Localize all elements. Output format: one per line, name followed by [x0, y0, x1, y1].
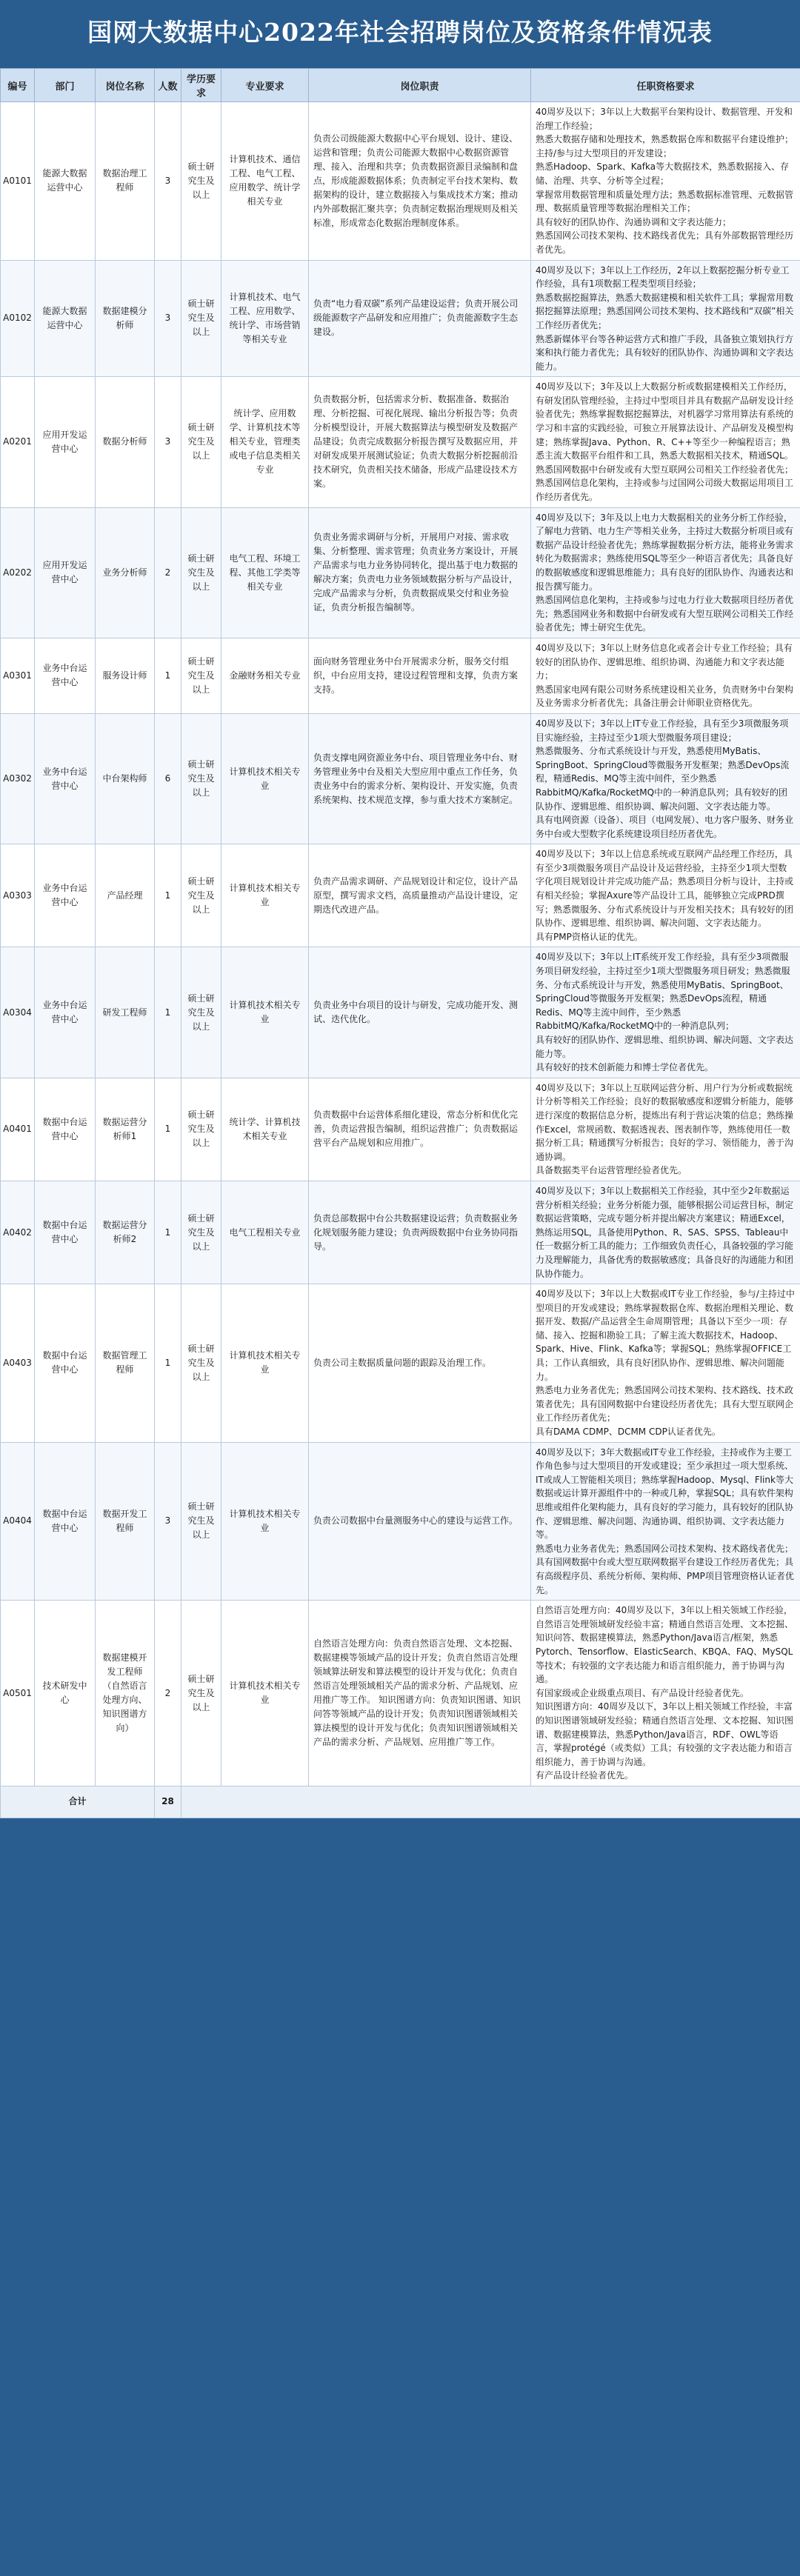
cell-duty: 负责公司主数据质量问题的跟踪及治理工作。 — [309, 1284, 531, 1443]
table-row — [1, 260, 800, 377]
cell-code: A0101 — [1, 102, 35, 261]
cell-dept: 数据中台运营中心 — [35, 1181, 96, 1284]
cell-requirements: 40周岁及以下；3年及以上电力大数据相关的业务分析工作经验，了解电力营销、电力生产等相关业务，主持过大数据分析项目或有数据产品设计经验者优先；熟练掌握数据分析方法，能将业务需求转化为数据需求；熟练使用SQL等至少一种语言者优先；具备良好的数据敏感度和逻辑思维能力；具有良好的团队协作、沟通表达和报告撰写能力。 熟悉国网信息化架构，主持或参与过电力行业大数据项目经历者优先；熟悉国网业务和数据中台研发或有大型互联网公司相关工作经验者优先；博士研究生优先。 — [531, 507, 800, 638]
table-row — [1, 947, 800, 1078]
cell-duty: 负责公司数据中台量测服务中心的建设与运营工作。 — [309, 1442, 531, 1601]
cell-requirements: 40周岁及以下；3年以上IT专业工作经验，具有至少3项微服务项目实施经验，主持过至少1项大型微服务项目建设； 熟悉微服务、分布式系统设计与开发，熟悉使用MyBatis、SpringBoot、SpringCloud等微服务开发框架；熟悉DevOps流程，精通Redis、MQ等主流中间件，至少熟悉RabbitMQ/Kafka/RocketMQ中的一种消息队列；具有较好的团队协作、逻辑思维、组织协调、解决问题、文字表达能力等。 具有电网资源（设备）、项目（电网发展）、电力客户服务、财务业务中台或大型数字化系统建设项目经历者优先。 — [531, 713, 800, 844]
cell-major: 电气工程相关专业 — [221, 1181, 309, 1284]
cell-count: 3 — [155, 1442, 181, 1601]
cell-count: 1 — [155, 1181, 181, 1284]
cell-major: 统计学、计算机技术相关专业 — [221, 1078, 309, 1181]
cell-dept: 业务中台运营中心 — [35, 844, 96, 947]
table-row — [1, 1181, 800, 1284]
table-row — [1, 507, 800, 638]
cell-requirements: 40周岁及以下；3年以上大数据或IT专业工作经验，参与/主持过中型项目的开发或建设；熟练掌握数据仓库、数据治理相关理论、数据开发、数据/产品运营全生命周期管理；具备以下至少一项：存储、接入、挖掘和勘验工具；了解主流大数据技术，Hadoop、Spark、Hive、Flink、Kafka等；掌握SQL；熟练掌握OFFICE工具；工作认真细致，具有良好团队协作、逻辑思维、解决问题能力。 熟悉电力业务者优先；熟悉国网公司技术架构、技术路线、技术政策者优先；具有国网数据中台建设经历者优先；具有大型互联网企业工作经历者优先； 具有DAMA CDMP、DCMM CDP认证者优先。 — [531, 1284, 800, 1443]
table-row — [1, 844, 800, 947]
cell-duty: 负责“电力看双碳”系列产品建设运营；负责开展公司级能源数字产品研发和应用推广；负责能源数字生态建设。 — [309, 260, 531, 377]
table-row — [1, 102, 800, 261]
cell-count: 1 — [155, 638, 181, 713]
cell-education: 硕士研究生及以上 — [181, 638, 221, 713]
cell-duty: 负责公司级能源大数据中心平台规划、设计、建设、运营和管理；负责公司能源大数据中心数据资源管理、接入、治理和共享；负责数据资源目录编制和盘点，形成能源数据体系；负责制定平台技术架构、数据架构的设计，建立数据接入与集成技术方案；推动内外部数据汇聚共享；负责制定数据治理规则及相关标准，形成常态化数据治理制度体系。 — [309, 102, 531, 261]
cell-education: 硕士研究生及以上 — [181, 1078, 221, 1181]
cell-education: 硕士研究生及以上 — [181, 947, 221, 1078]
header-position: 岗位名称 — [96, 69, 155, 102]
cell-duty: 负责产品需求调研、产品规划设计和定位，设计产品原型，撰写需求文档，高质量推动产品设计建设，定期迭代改进产品。 — [309, 844, 531, 947]
cell-dept: 技术研发中心 — [35, 1601, 96, 1786]
title-banner — [0, 0, 800, 68]
cell-dept: 数据中台运营中心 — [35, 1284, 96, 1443]
cell-count: 1 — [155, 1078, 181, 1181]
cell-dept: 能源大数据运营中心 — [35, 102, 96, 261]
cell-count: 1 — [155, 844, 181, 947]
cell-position: 数据建模开发工程师（自然语言处理方向、知识图谱方向） — [96, 1601, 155, 1786]
total-empty — [181, 1786, 800, 1818]
header-row — [1, 69, 800, 102]
cell-education: 硕士研究生及以上 — [181, 844, 221, 947]
cell-count: 6 — [155, 713, 181, 844]
header-duty: 岗位职责 — [309, 69, 531, 102]
cell-education: 硕士研究生及以上 — [181, 507, 221, 638]
cell-requirements: 40周岁及以下；3年大数据或IT专业工作经验，主持或作为主要工作角色参与过大型项目的开发或建设；至少承担过一项大型系统、IT或成人工智能相关项目；熟练掌握Hadoop、Mysql、Flink等大数据或运计算开源组件中的一种或几种，掌握SQL；具有软件架构思维或组件化架构能力，具有良好的学习能力，具有较好的团队协作、逻辑思维、解决问题、沟通协调、组织协调、文字表达能力等。 熟悉电力业务者优先；熟悉国网公司技术架构、技术路线者优先；具有国网数据中台或大型互联网数据平台建设工作经历者优先；具有高级程序员、系统分析师、架构师、PMP项目管理资格认证者优先。 — [531, 1442, 800, 1601]
cell-major: 统计学、应用数学、计算机技术等相关专业，管理类或电子信息类相关专业 — [221, 377, 309, 507]
table-row — [1, 1078, 800, 1181]
total-label: 合计 — [1, 1786, 155, 1818]
cell-position: 中台架构师 — [96, 713, 155, 844]
cell-dept: 业务中台运营中心 — [35, 638, 96, 713]
cell-requirements: 40周岁及以下；3年以上数据相关工作经验，其中至少2年数据运营分析相关经验；业务分析能力强，能够根据公司运营目标，制定数据运营策略，完成专题分析并提出解决方案建议；精通Excel，熟练运用SQL，具备使用Python、R、SAS、SPSS、Tableau中任一数据分析工具的能力；工作细致负责任心，具备较强的学习能力及理解能力，具备优秀的数据敏感度；具备良好的沟通能力和团队协作能力。 — [531, 1181, 800, 1284]
cell-position: 研发工程师 — [96, 947, 155, 1078]
cell-education: 硕士研究生及以上 — [181, 377, 221, 507]
cell-education: 硕士研究生及以上 — [181, 1442, 221, 1601]
cell-dept: 应用开发运营中心 — [35, 377, 96, 507]
cell-major: 计算机技术相关专业 — [221, 1442, 309, 1601]
cell-education: 硕士研究生及以上 — [181, 260, 221, 377]
cell-duty: 负责数据分析，包括需求分析、数据准备、数据治理、分析挖掘、可视化展现、输出分析报告等；负责分析模型设计，开展大数据算法与模型研发及数据产品建设；负责完成数据分析报告撰写及数据应用，并对研发成果开展测试验证；负责大数据分析挖掘前沿技术研究，负责相关技术储备，形成产品建设技术方案。 — [309, 377, 531, 507]
footer-band — [0, 1818, 800, 1848]
cell-code: A0301 — [1, 638, 35, 713]
cell-education: 硕士研究生及以上 — [181, 102, 221, 261]
cell-major: 金融财务相关专业 — [221, 638, 309, 713]
cell-dept: 业务中台运营中心 — [35, 947, 96, 1078]
cell-code: A0404 — [1, 1442, 35, 1601]
cell-position: 数据分析师 — [96, 377, 155, 507]
cell-count: 1 — [155, 1284, 181, 1443]
cell-count: 3 — [155, 377, 181, 507]
cell-code: A0303 — [1, 844, 35, 947]
cell-count: 3 — [155, 102, 181, 261]
cell-major: 计算机技术、电气工程、应用数学、统计学、市场营销等相关专业 — [221, 260, 309, 377]
cell-position: 数据开发工程师 — [96, 1442, 155, 1601]
page-title: 国网大数据中心2022年社会招聘岗位及资格条件情况表 — [87, 18, 713, 47]
cell-dept: 应用开发运营中心 — [35, 507, 96, 638]
total-count: 28 — [155, 1786, 181, 1818]
cell-major: 计算机技术相关专业 — [221, 713, 309, 844]
cell-duty: 面向财务管理业务中台开展需求分析，服务交付组织，中台应用支持，建设过程管理和支撑，负责方案支持。 — [309, 638, 531, 713]
cell-code: A0401 — [1, 1078, 35, 1181]
cell-code: A0202 — [1, 507, 35, 638]
table-body — [1, 102, 800, 1786]
cell-duty: 负责业务中台项目的设计与研发，完成功能开发、测试、迭代优化。 — [309, 947, 531, 1078]
cell-position: 数据建模分析师 — [96, 260, 155, 377]
cell-duty: 负责总部数据中台公共数据建设运营；负责数据业务化规划服务能力建设；负责两级数据中台业务协同指导。 — [309, 1181, 531, 1284]
cell-requirements: 40周岁及以下；3年以上大数据平台架构设计、数据管理、开发和治理工作经验； 熟悉大数据存储和处理技术，熟悉数据仓库和数据平台建设维护；主持/参与过大型项目的开发建设； 熟悉Hadoop、Spark、Kafka等大数据技术，熟悉数据接入、存储、治理、共享、分析等全过程； 掌握常用数据管理和质量处理方法；熟悉数据标准管理、元数据管理、数据质量管理等数据治理相关工作； 具有较好的团队协作、沟通协调和文字表达能力； 熟悉国网公司技术架构、技术路线者优先；具有外部数据管理经历者优先。 — [531, 102, 800, 261]
cell-position: 数据治理工程师 — [96, 102, 155, 261]
cell-education: 硕士研究生及以上 — [181, 1601, 221, 1786]
header-major: 专业要求 — [221, 69, 309, 102]
cell-duty: 自然语言处理方向：负责自然语言处理、文本挖掘、数据建模等领域产品的设计开发；负责自然语言处理领域算法研发和算法模型的设计开发与优化；负责自然语言处理领域相关产品的需求分析、产品规划、应用推广等工作。 知识图谱方向：负责知识图谱、知识问答等领域产品的设计开发；负责知识图谱领域相关算法模型的设计开发与优化；负责知识图谱领域相关产品的需求分析、产品规划、应用推广等工作。 — [309, 1601, 531, 1786]
cell-requirements: 40周岁及以下；3年及以上大数据分析或数据建模相关工作经历，有研发团队管理经验，主持过中型项目并具有数据产品研发设计经验者优先；熟练掌握数据挖掘算法，对机器学习常用算法有系统的学习和丰富的实践经验，可独立开展算法设计、产品研发及模型构建；熟练掌握Java、Python、R、C++等至少一种编程语言；熟悉主流大数据平台组件和工具，熟悉大数据相关技术，精通SQL。 熟悉国网数据中台研发或有大型互联网公司相关工作经验者优先；熟悉国网信息化架构，主持或参与过国网公司级大数据运用项目工作经历者优先。 — [531, 377, 800, 507]
cell-major: 计算机技术相关专业 — [221, 947, 309, 1078]
cell-dept: 数据中台运营中心 — [35, 1078, 96, 1181]
cell-duty: 负责业务需求调研与分析，开展用户对接、需求收集、分析整理、需求管理；负责业务方案设计，开展产品需求与电力业务协同转化，提出基于电力数据的解决方案；负责电力业务领域数据分析与产品设计，完成产品需求与分析，负责数据成果交付和业务验证，负责分析报告编制等。 — [309, 507, 531, 638]
cell-position: 数据运营分析师2 — [96, 1181, 155, 1284]
cell-code: A0501 — [1, 1601, 35, 1786]
cell-count: 2 — [155, 507, 181, 638]
total-row — [1, 1786, 800, 1818]
table-row — [1, 1601, 800, 1786]
cell-code: A0302 — [1, 713, 35, 844]
cell-code: A0402 — [1, 1181, 35, 1284]
cell-code: A0304 — [1, 947, 35, 1078]
header-code: 编号 — [1, 69, 35, 102]
cell-position: 产品经理 — [96, 844, 155, 947]
header-dept: 部门 — [35, 69, 96, 102]
recruitment-table — [0, 68, 800, 1818]
cell-duty: 负责数据中台运营体系细化建设，常态分析和优化完善，负责运营报告编制，组织运营推广；负责数据运营平台产品规划和应用推广。 — [309, 1078, 531, 1181]
table-row — [1, 638, 800, 713]
table-row — [1, 377, 800, 507]
cell-major: 电气工程、环境工程、其他工学类等相关专业 — [221, 507, 309, 638]
cell-dept: 能源大数据运营中心 — [35, 260, 96, 377]
cell-dept: 数据中台运营中心 — [35, 1442, 96, 1601]
cell-count: 2 — [155, 1601, 181, 1786]
cell-major: 计算机技术相关专业 — [221, 1284, 309, 1443]
cell-major: 计算机技术相关专业 — [221, 1601, 309, 1786]
cell-education: 硕士研究生及以上 — [181, 1284, 221, 1443]
cell-position: 数据管理工程师 — [96, 1284, 155, 1443]
cell-education: 硕士研究生及以上 — [181, 713, 221, 844]
cell-major: 计算机技术相关专业 — [221, 844, 309, 947]
table-container — [0, 68, 800, 1818]
cell-requirements: 40周岁及以下；3年以上信息系统或互联网产品经理工作经历，具有至少3项微服务项目产品设计及运营经验，主持至少1项大型数字化项目规划设计并完成功能产品；熟悉项目分析与设计，主持或有相关经验；掌握Axure等产品设计工具，能够独立完成PRD撰写；熟悉微服务、分布式系统设计与开发相关技术；具有较好的团队协作、逻辑思维、组织协调、解决问题、文字表达能力。 具有PMP资格认证的优先。 — [531, 844, 800, 947]
cell-requirements: 40周岁及以下；3年以上财务信息化或者会计专业工作经验；具有较好的团队协作、逻辑思维、组织协调、沟通能力和文字表达能力； 熟悉国家电网有限公司财务系统建设相关业务，负责财务中台架构及业务需求分析者优先；具备注册会计师职业资格优先。 — [531, 638, 800, 713]
cell-code: A0403 — [1, 1284, 35, 1443]
cell-requirements: 40周岁及以下；3年以上工作经历，2年以上数据挖掘分析专业工作经验，具有1项数据工程类型项目经验； 熟悉数据挖掘算法，熟悉大数据建模和相关软件工具；掌握常用数据挖掘算法原理；熟悉国网公司技术架构、技术路线和“双碳”相关工作经历者优先； 熟悉新媒体平台等各种运营方式和推广手段，具备独立策划执行方案和执行能力者优先；具有较好的团队协作、沟通协调和文字表达能力。 — [531, 260, 800, 377]
header-requirements: 任职资格要求 — [531, 69, 800, 102]
header-count: 人数 — [155, 69, 181, 102]
cell-count: 3 — [155, 260, 181, 377]
cell-education: 硕士研究生及以上 — [181, 1181, 221, 1284]
table-row — [1, 1442, 800, 1601]
cell-requirements: 自然语言处理方向：40周岁及以下，3年以上相关领域工作经验，自然语言处理领域研发经验丰富；精通自然语言处理、文本挖掘、知识问答、数据建模算法，熟悉Python/Java语言/框架，熟悉Pytorch、Tensorflow、ElasticSearch、KBQA、FAQ、MySQL等技术；有较强的文字表达能力和语言组织能力，善于协调与沟通。 有国家级或企业级重点项目、有产品设计经验者优先。 知识图谱方向：40周岁及以下，3年以上相关领域工作经验，丰富的知识图谱领域研发经验；精通自然语言处理、文本挖掘、知识图谱、数据建模算法，熟悉Python/Java语言，RDF、OWL等语言，掌握protégé（或类似）工具；有较强的文字表达能力和语言组织能力，善于协调与沟通。 有产品设计经验者优先。 — [531, 1601, 800, 1786]
cell-code: A0102 — [1, 260, 35, 377]
cell-duty: 负责支撑电网资源业务中台、项目管理业务中台、财务管理业务中台及相关大型应用中重点工作任务，负责业务中台的需求分析、架构设计、开发实施，负责系统架构、技术规范支撑，参与重大技术方案制定。 — [309, 713, 531, 844]
header-education: 学历要求 — [181, 69, 221, 102]
cell-position: 业务分析师 — [96, 507, 155, 638]
cell-position: 服务设计师 — [96, 638, 155, 713]
cell-count: 1 — [155, 947, 181, 1078]
cell-major: 计算机技术、通信工程、电气工程、应用数学、统计学相关专业 — [221, 102, 309, 261]
cell-dept: 业务中台运营中心 — [35, 713, 96, 844]
cell-requirements: 40周岁及以下；3年以上互联网运营分析、用户行为分析或数据统计分析等相关工作经验；良好的数据敏感度和逻辑分析能力，能够进行深度的数据信息分析，提炼出有利于营运决策的信息；熟练操作Excel，常规函数、数据透视表、图表制作等，熟练使用任一数据分析工具；精通撰写分析报告；良好的学习、领悟能力，善于沟通协调。 具备数据类平台运营管理经验者优先。 — [531, 1078, 800, 1181]
table-row — [1, 1284, 800, 1443]
cell-code: A0201 — [1, 377, 35, 507]
table-row — [1, 713, 800, 844]
cell-position: 数据运营分析师1 — [96, 1078, 155, 1181]
cell-requirements: 40周岁及以下；3年以上IT系统开发工作经验，具有至少3项微服务项目研发经验，主持过至少1项大型微服务项目研发；熟悉微服务、分布式系统设计与开发，熟悉使用MyBatis、SpringBoot、SpringCloud等微服务开发框架；熟悉DevOps流程，精通Redis、MQ等主流中间件，至少熟悉RabbitMQ/Kafka/RocketMQ中的一种消息队列； 具有较好的团队协作、逻辑思维、组织协调、解决问题、文字表达能力等。 具有较好的技术创新能力和博士学位者优先。 — [531, 947, 800, 1078]
